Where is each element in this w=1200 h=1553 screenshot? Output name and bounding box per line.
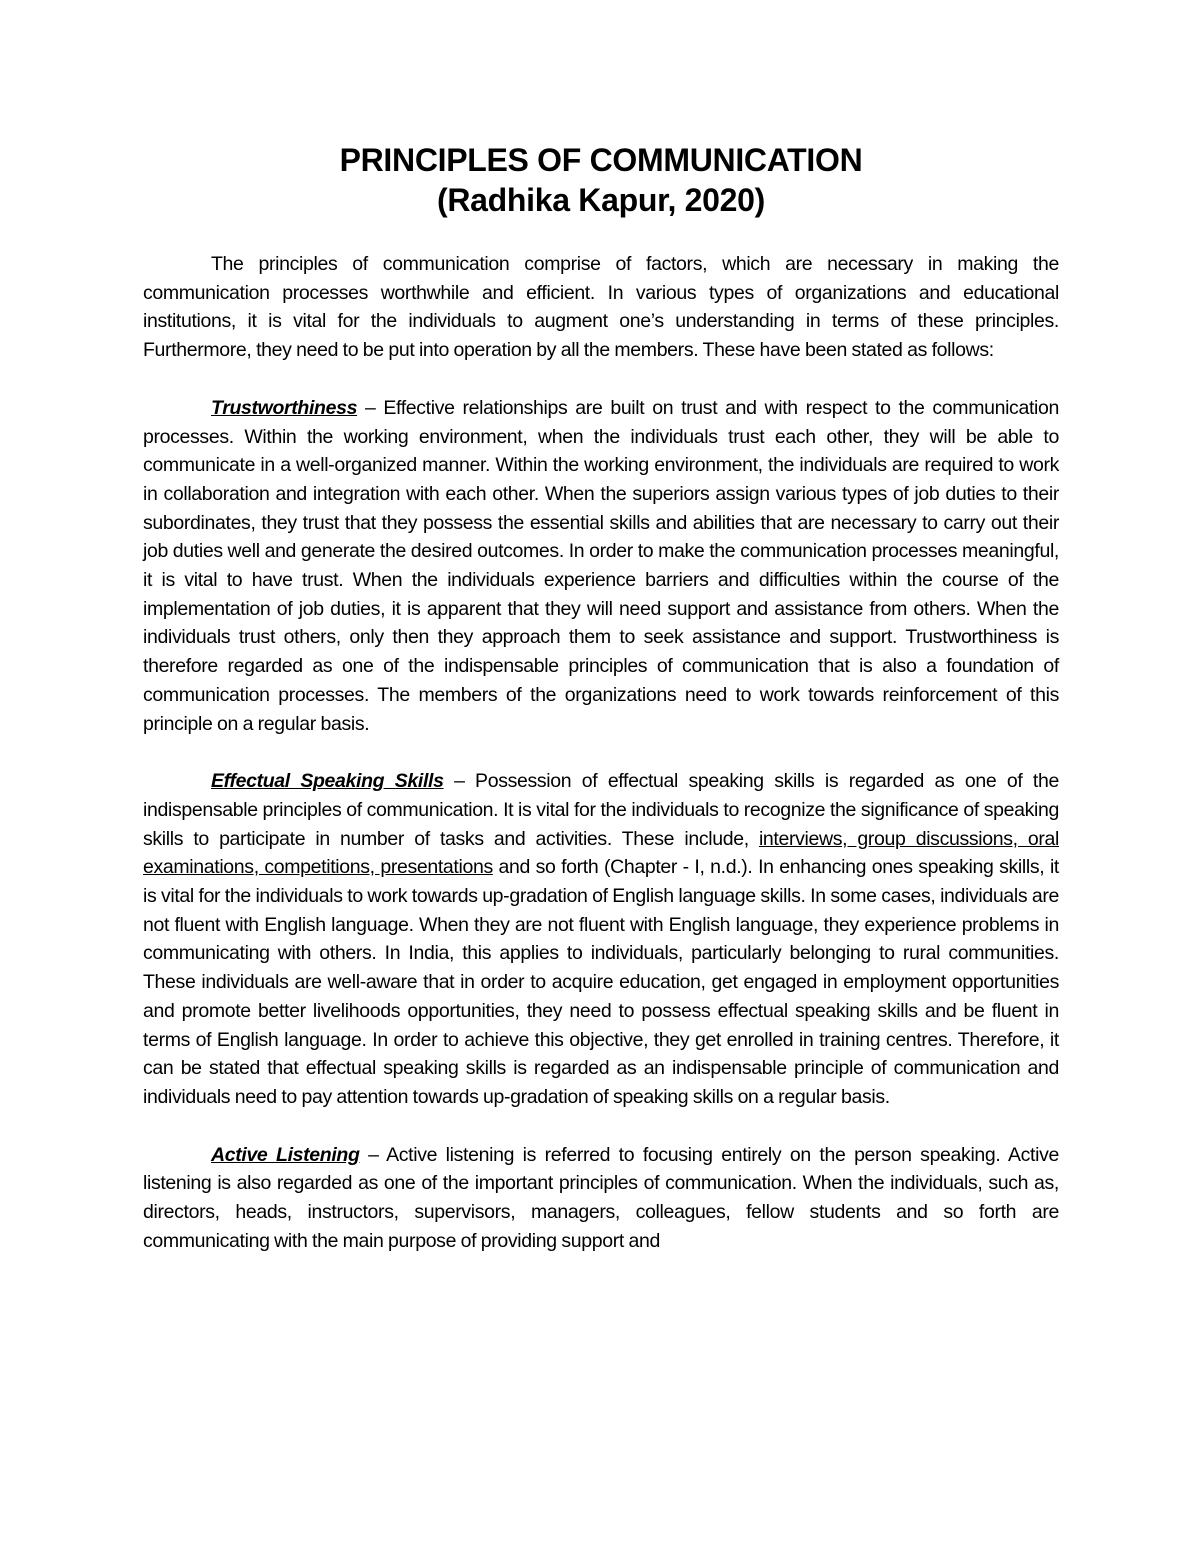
section-effectual-speaking-skills	[143, 767, 1059, 1111]
document-title: PRINCIPLES OF COMMUNICATION	[339, 142, 863, 178]
section-term: Active Listening	[211, 1143, 360, 1166]
section-text: – Effective relationships are built on trust and with respect to the communication processes. Within the working environment, when the individuals trust each other, they will be able to communicate in a well-organized manner. Within the working environment, the individuals are required to work in collaboration and integration with each other. When the superiors assign various types of job duties to their subordinates, they trust that they possess the essential skills and abilities that are necessary to carry out their job duties well and generate the desired outcomes. In order to make the communication processes meaningful, it is vital to have trust. When the individuals experience barriers and difficulties within the course of the implementation of job duties, it is apparent that they will need support and assistance from others. When the individuals trust others, only then they approach them to seek assistance and support. Trustworthiness is therefore regarded as one of the indispensable principles of communication that is also a foundation of communication processes. The members of the organizations need to work towards reinforcement of this principle on a regular basis.	[143, 396, 1059, 735]
section-text: – Possession of effectual speaking skills is regarded as one of the indispensable principles of communication. It is vital for the individuals to recognize the significance of speaking skills to participate in number of tasks and activities. These include,	[143, 770, 1059, 850]
section-text: and so forth (Chapter - I, n.d.). In enhancing ones speaking skills, it is vital for the individuals to work towards up-gradation of English language skills. In some cases, individuals are not fluent with English language. When they are not fluent with English language, they experience problems in communicating with others. In India, this applies to individuals, particularly belonging to rural communities. These individuals are well-aware that in order to acquire education, get engaged in employment opportunities and promote better livelihoods opportunities, they need to possess effectual speaking skills and be fluent in terms of English language. In order to achieve this objective, they get enrolled in training centres. Therefore, it can be stated that effectual speaking skills is regarded as an indispensable principle of communication and individuals need to pay attention towards up-gradation of speaking skills on a regular basis.	[143, 856, 1059, 1108]
section-trustworthiness	[143, 394, 1059, 738]
section-term: Trustworthiness	[211, 396, 358, 419]
section-text: – Active listening is referred to focusing entirely on the person speaking. Active listening is also regarded as one of the important principles of communication. When the individuals, such as, directors, heads, instructors, supervisors, managers, colleagues, fellow students and so forth are communicating with the main purpose of providing support and	[143, 1143, 1059, 1252]
document-page	[143, 140, 1059, 1256]
underlined-examples: interviews, group discussions, oral examinations, competitions, presentations	[143, 827, 1060, 879]
section-term: Effectual Speaking Skills	[211, 770, 444, 793]
section-active-listening	[143, 1141, 1059, 1256]
document-subtitle: (Radhika Kapur, 2020)	[436, 182, 766, 218]
intro-paragraph: The principles of communication comprise of factors, which are necessary in making the communication processes worthwhile and efficient. In various types of organizations and educational institutions, it is vital for the individuals to augment one’s understanding in terms of these principles. Furthermore, they need to be put into operation by all the members. These have been stated as follows:	[143, 253, 1059, 362]
